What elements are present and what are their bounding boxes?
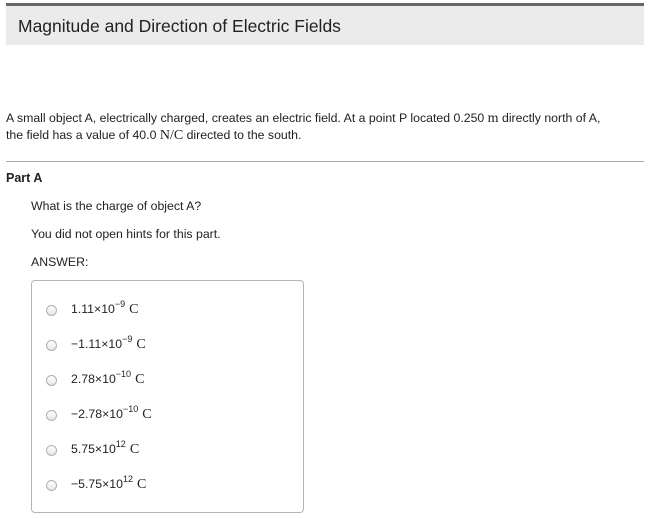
option-exponent: 12: [115, 439, 126, 449]
option-unit: C: [129, 442, 140, 457]
option-exponent: −9: [114, 299, 126, 309]
title-bar: [6, 3, 644, 45]
unit-newtons-per-coulomb: N/C: [159, 128, 184, 143]
radio-button[interactable]: [46, 445, 57, 456]
radio-button[interactable]: [46, 375, 57, 386]
question-text: What is the charge of object A?: [31, 199, 202, 213]
option-exponent: −9: [122, 334, 133, 344]
part-title: Part A: [6, 171, 43, 185]
option-coefficient: 2.78×10: [71, 372, 116, 386]
answer-option[interactable]: [46, 371, 144, 389]
answer-option[interactable]: [46, 476, 146, 494]
answer-label: ANSWER:: [31, 255, 89, 269]
answer-options-box: [31, 280, 304, 513]
option-label: [71, 334, 146, 353]
answer-option[interactable]: [46, 336, 146, 354]
radio-button[interactable]: [46, 480, 57, 491]
option-label: [71, 439, 140, 458]
option-label: [71, 474, 147, 493]
radio-button[interactable]: [46, 340, 57, 351]
option-unit: C: [129, 302, 139, 317]
option-coefficient: −5.75×10: [71, 477, 123, 491]
section-divider: [6, 161, 644, 162]
problem-text: directly north of A,: [498, 111, 601, 125]
unit-meters: m: [487, 111, 499, 126]
option-coefficient: 5.75×10: [71, 442, 116, 456]
option-exponent: −10: [122, 404, 139, 414]
answer-option[interactable]: [46, 301, 139, 319]
radio-button[interactable]: [46, 305, 57, 316]
option-exponent: −10: [115, 369, 132, 379]
option-coefficient: 1.11×10: [71, 302, 115, 316]
radio-button[interactable]: [46, 410, 57, 421]
option-coefficient: −2.78×10: [71, 407, 123, 421]
option-unit: C: [135, 372, 145, 387]
page-title: Magnitude and Direction of Electric Fields: [18, 16, 341, 36]
option-label: [71, 299, 139, 318]
option-unit: C: [137, 477, 147, 492]
option-exponent: 12: [122, 474, 133, 484]
option-unit: C: [142, 407, 152, 422]
problem-text: directed to the south.: [183, 128, 302, 142]
problem-statement: [6, 110, 646, 144]
hints-status: You did not open hints for this part.: [31, 227, 221, 241]
problem-text: A small object A, electrically charged, creates an electric field. At a point P located 0.250: [6, 111, 488, 125]
option-label: [71, 369, 145, 388]
answer-option[interactable]: [46, 441, 139, 459]
option-unit: C: [136, 337, 146, 352]
option-coefficient: −1.11×10: [71, 337, 123, 351]
option-label: [71, 404, 152, 423]
answer-option[interactable]: [46, 406, 152, 424]
problem-text: the field has a value of 40.0: [6, 128, 160, 142]
